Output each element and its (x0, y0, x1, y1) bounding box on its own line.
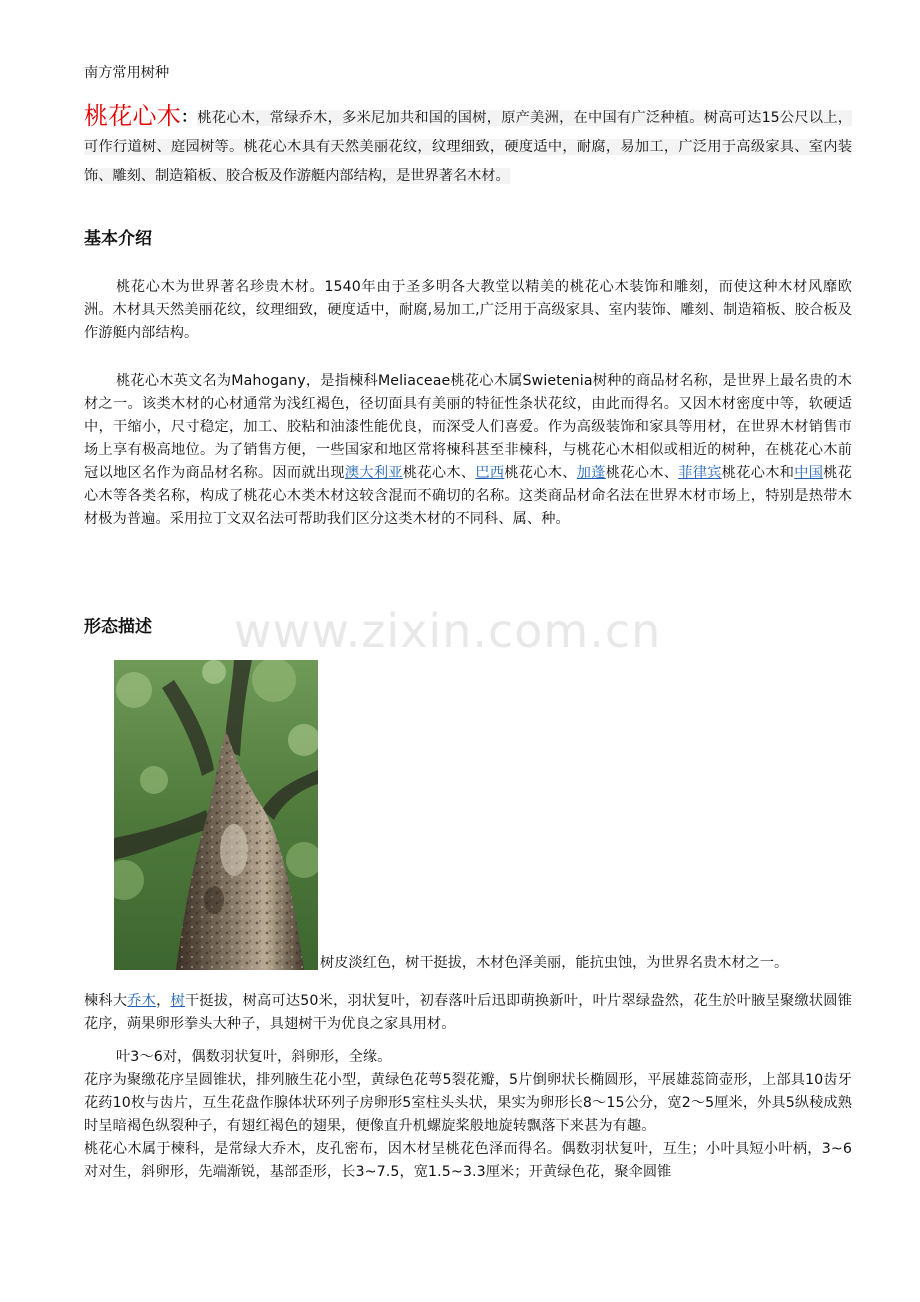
text-run: 干挺拔，树高可达50米，羽状复叶，初春落叶后迅即萌换新叶，叶片翠绿盎然，花生於叶腋呈聚缴状圆锥花序，蒴果卵形拳头大种子，具翅树干为优良之家具用材。 (84, 993, 852, 1032)
link-australia[interactable]: 澳大利亚 (344, 465, 403, 481)
flower-paragraph: 花序为聚缴花序呈圆锥状，排列腋生花小型，黄绿色花萼5裂花瓣，5片倒卵状长椭圆形，平展雄蕊筒壶形，上部具10齿牙花药10枚与齿片，互生花盘作腺体状环列子房卵形5室柱头头状，果实为卵形长8～15公分，宽2～5厘米，外具5纵稜成熟时呈暗褐色纵裂种子，有翅红褐色的翅果，便像直升机螺旋桨般地旋转飘落下来甚为有趣。 (84, 1072, 852, 1134)
link-tree[interactable]: 树 (170, 993, 185, 1009)
section-heading-basic-intro: 基本介绍 (84, 229, 152, 249)
link-gabon[interactable]: 加蓬 (576, 465, 606, 481)
species-title: 桃花心木 (84, 102, 182, 130)
morphology-para-1 (84, 990, 852, 1036)
paragraph-text (84, 990, 852, 1036)
text-run: 桃花心木、 (402, 465, 476, 481)
document-header: 南方常用树种 (84, 65, 170, 81)
basic-intro-para-2 (84, 370, 852, 531)
basic-intro-para-1 (84, 276, 852, 345)
tree-photo (114, 660, 318, 970)
paragraph-text: 桃花心木为世界著名珍贵木材。1540年由于圣多明各大教堂以精美的桃花心木装饰和雕刻，而使这种木材风靡欧洲。木材具天然美丽花纹，纹理细致，硬度适中，耐腐,易加工,广泛用于高级家具、室内装饰、雕刻、制造箱板、胶合板及作游艇内部结构。 (84, 279, 852, 341)
morphology-paras (84, 1046, 852, 1184)
description-paragraph: 桃花心木属于楝科，是常绿大乔木，皮孔密布，因木材呈桃花色泽而得名。偶数羽状复叶，互生；小叶具短小叶柄，3~6对对生，斜卵形，先端渐锐，基部歪形，长3~7.5，宽1.5~3.3厘米；开黄绿色花，聚伞圆锥 (84, 1141, 852, 1180)
watermark: www.zixin.com.cn (234, 604, 662, 658)
tree-trunk-image (114, 660, 318, 970)
link-qiaomu[interactable]: 乔木 (127, 993, 157, 1009)
text-run: 桃花心木等各类名称，构成了桃花心木类木材这较含混而不确切的名称。这类商品材命名法在世界木材市场上，特别是热带木材极为普遍。采用拉丁文双名法可帮助我们区分这类木材的不同科、属、种。 (84, 465, 852, 527)
text-run: 桃花心木、 (504, 465, 577, 481)
intro-paragraph (84, 102, 852, 191)
photo-row (114, 660, 852, 970)
paragraph-text (84, 370, 852, 531)
title-colon: ： (181, 107, 198, 126)
text-run: 桃花心木和 (721, 465, 795, 481)
text-run: ， (156, 993, 171, 1009)
section-heading-morphology: 形态描述 (84, 617, 152, 637)
link-brazil[interactable]: 巴西 (475, 465, 505, 481)
photo-caption: 树皮淡红色，树干挺拔，木材色泽美丽，能抗虫蚀，为世界名贵木材之一。 (320, 955, 789, 971)
intro-text: 桃花心木，常绿乔木，多米尼加共和国的国树，原产美洲，在中国有广泛种植。树高可达15公尺以上，可作行道树、庭园树等。桃花心木具有天然美丽花纹，纹理细致，硬度适中，耐腐，易加工，广泛用于高级家具、室内装饰、雕刻、制造箱板、胶合板及作游艇内部结构，是世界著名木材。 (84, 110, 852, 184)
link-philippines[interactable]: 菲律宾 (678, 465, 722, 481)
text-run: 楝科大 (84, 993, 128, 1009)
text-run: 桃花心木英文名为Mahogany，是指楝科Meliaceae桃花心木属Swietenia树种的商品材名称，是世界上最名贵的木材之一。该类木材的心材通常为浅红褐色，径切面具有美丽的特征性条状花纹，由此而得名。又因木材密度中等，软硬适中，干缩小，尺寸稳定，加工、胶粘和油漆性能优良，而深受人们喜爱。作为高级装饰和家具等用材，在世界木材销售市场上享有极高地位。为了销售方便，一些国家和地区常将楝科甚至非楝科，与桃花心木相似或相近的树种，在桃花心木前冠以地区名作为商品材名称。因而就出现 (84, 373, 852, 481)
text-run: 桃花心木、 (605, 465, 679, 481)
link-china[interactable]: 中国 (794, 465, 824, 481)
leaf-paragraph: 叶3～6对，偶数羽状复叶，斜卵形，全缘。 (116, 1049, 392, 1065)
